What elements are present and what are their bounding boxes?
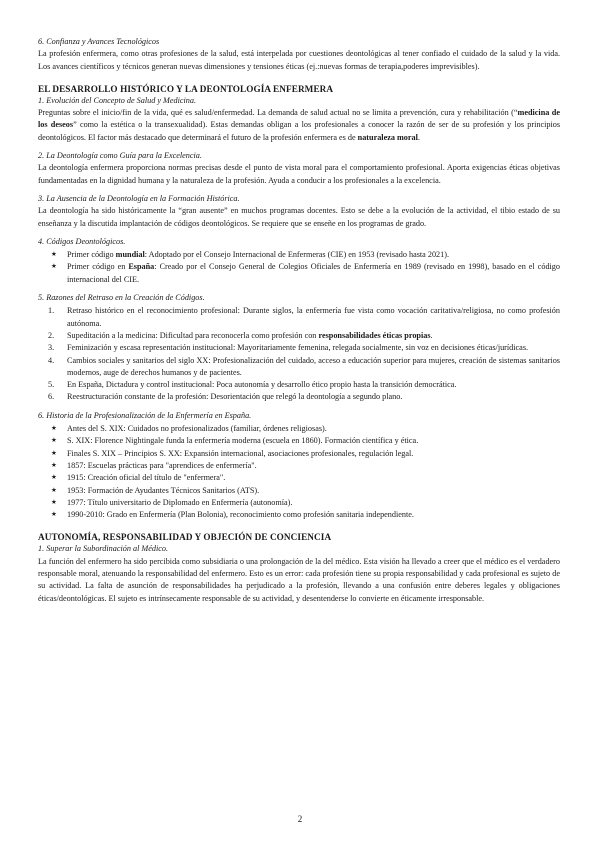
document-page bbox=[38, 36, 560, 605]
bold-term-medicina-deseos: medicina de los deseos bbox=[38, 108, 560, 130]
list-item: ★ Primer código en España: Creado por el Consejo General de Colegios Oficiales de Enfermería en 1989 (revisado en 1998), basado en el código internacional del CIE. bbox=[51, 262, 560, 284]
list-item: 5. En España, Dictadura y control institucional: Poca autonomía y desarrollo ético propio hasta la transición democrática. bbox=[48, 380, 457, 390]
bold-term-naturaleza-moral: naturaleza moral bbox=[357, 132, 418, 142]
list-item: ★ S. XIX: Florence Nightingale funda la enfermería moderna (escuela en 1860). Formación científica y ética. bbox=[38, 435, 560, 447]
paragraph-evolucion: Preguntas sobre el inicio/fin de la vida, qué es salud/enfermedad. La demanda de salud actual no se limita a prevención, cura y rehabilitación (“medicina de los deseos” como la estética o la transexualidad). Estas demandas obligan a los profesionales a conocer la razón de ser de su profesión y los principios deontológicos. El factor más destacado que determinará el futuro de la profesión enfermera es de naturaleza moral. bbox=[38, 108, 561, 142]
star-bullet-icon: ★ bbox=[51, 474, 57, 482]
codigos-list bbox=[38, 249, 560, 286]
star-bullet-icon: ★ bbox=[51, 498, 57, 506]
list-item: ★ Antes del S. XIX: Cuidados no profesionalizados (familiar, órdenes religiosas). bbox=[38, 423, 560, 435]
star-bullet-icon: ★ bbox=[51, 461, 57, 469]
list-item: 4. Cambios sociales y sanitarios del siglo XX: Profesionalización del cuidado, acceso a educación superior para mujeres, creación de sistemas sanitarios modernos, auge de derechos humanos y de pacientes. bbox=[48, 355, 560, 377]
star-bullet-icon: ★ bbox=[51, 437, 57, 445]
list-item: 1. Retraso histórico en el reconocimiento profesional: Durante siglos, la enfermería fue vista como vocación caritativa/religiosa, no como profesión autónoma. bbox=[48, 306, 560, 328]
heading-autonomia: AUTONOMÍA, RESPONSABILIDAD Y OBJECIÓN DE CONCIENCIA bbox=[38, 532, 332, 543]
list-item: ★ 1990-2010: Grado en Enfermería (Plan Bolonia), reconocimiento como profesión sanitaria independiente. bbox=[38, 509, 560, 521]
star-bullet-icon: ★ bbox=[51, 251, 57, 259]
list-item: 6. Reestructuración constante de la profesión: Desorientación que relegó la deontología a segundo plano. bbox=[48, 392, 403, 402]
list-item: ★ Primer código mundial: Adoptado por el Consejo Internacional de Enfermeras (CIE) en 1953 (revisado hasta 2021). bbox=[38, 249, 560, 261]
historia-list bbox=[38, 423, 560, 521]
list-item: ★ 1977: Título universitario de Diplomado en Enfermería (autonomía). bbox=[38, 497, 560, 509]
section-title-historia: 6. Historia de la Profesionalización de la Enfermería en España. bbox=[38, 410, 252, 420]
list-item: ★ 1915: Creación oficial del título de "enfermera". bbox=[38, 472, 560, 484]
list-item: ★ 1857: Escuelas prácticas para "aprendices de enfermería". bbox=[38, 460, 560, 472]
paragraph-confianza: La profesión enfermera, como otras profesiones de la salud, está interpelada por cuestiones deontológicas al tener confiado el cuidado de la salud y la vida. Los avances científicos y técnicos generan nuevas dimensiones y tensiones éticas (ej.:nuevas formas de terapia,poderes imprevisibles). bbox=[38, 49, 560, 71]
section-title-guia-excelencia: 2. La Deontología como Guía para la Excelencia. bbox=[38, 151, 202, 161]
section-title-codigos: 4. Códigos Deontológicos. bbox=[38, 236, 126, 246]
list-item: 2. Supeditación a la medicina: Dificultad para reconocerla como profesión con responsabilidades éticas propias. bbox=[48, 330, 433, 340]
star-bullet-icon: ★ bbox=[51, 511, 57, 519]
star-bullet-icon: ★ bbox=[51, 486, 57, 494]
section-title-evolucion: 1. Evolución del Concepto de Salud y Medicina. bbox=[38, 95, 197, 105]
star-bullet-icon: ★ bbox=[51, 425, 57, 433]
page-number: 2 bbox=[297, 814, 303, 824]
star-bullet-icon: ★ bbox=[51, 449, 57, 457]
paragraph-ausencia: La deontología ha sido históricamente la “gran ausente” en muchos programas docentes. Esto se debe a la evolución de la actividad, el tibio estado de su enseñanza y la discutida implantación de códigos deontológicos. Se requiere que se enseñe en los programas de grado. bbox=[38, 206, 560, 228]
heading-desarrollo-historico: EL DESARROLLO HISTÓRICO Y LA DEONTOLOGÍA ENFERMERA bbox=[38, 83, 334, 94]
section-title-subordinacion: 1. Superar la Subordinación al Médico. bbox=[38, 544, 169, 554]
razones-list bbox=[38, 305, 560, 403]
paragraph-guia-excelencia: La deontología enfermera proporciona normas precisas desde el punto de vista moral para el comportamiento profesional. Aporta exigencias éticas objetivas fundamentadas en la dignidad humana y la naturaleza de la profesión. Ayuda a conducir a los profesionales a la excelencia. bbox=[38, 163, 560, 185]
list-item: ★ 1953: Formación de Ayudantes Técnicos Sanitarios (ATS). bbox=[38, 485, 560, 497]
list-item: ★ Finales S. XIX – Principios S. XX: Expansión internacional, asociaciones profesionales, regulación legal. bbox=[38, 448, 560, 460]
list-item: 3. Feminización y escasa representación institucional: Mayoritariamente femenina, relegada socialmente, sin voz en decisiones éticas/jurídicas. bbox=[48, 343, 529, 353]
section-title-razones: 5. Razones del Retraso en la Creación de Códigos. bbox=[38, 293, 205, 303]
section-title-ausencia: 3. La Ausencia de la Deontología en la Formación Histórica. bbox=[38, 193, 240, 203]
star-bullet-icon: ★ bbox=[51, 263, 57, 271]
section-title-confianza: 6. Confianza y Avances Tecnológicos bbox=[38, 37, 160, 46]
paragraph-subordinacion: La función del enfermero ha sido percibida como subsidiaria o una prolongación de la del médico. Esta visión ha llevado a creer que el médico es el verdadero responsable moral, atenuando la responsabilidad del enfermero. Esto es un error: cada profesión tiene su propia responsabilidad y cada profesional es sujeto de su actividad. La falta de asunción de responsabilidades ha perjudicado a la profesión, llevando a una confusión entre deberes legales y obligaciones éticas/deontológicas. El sujeto es intrínsecamente responsable de su actividad, y desentenderse lo convierte en éticamente irresponsable. bbox=[38, 556, 560, 603]
